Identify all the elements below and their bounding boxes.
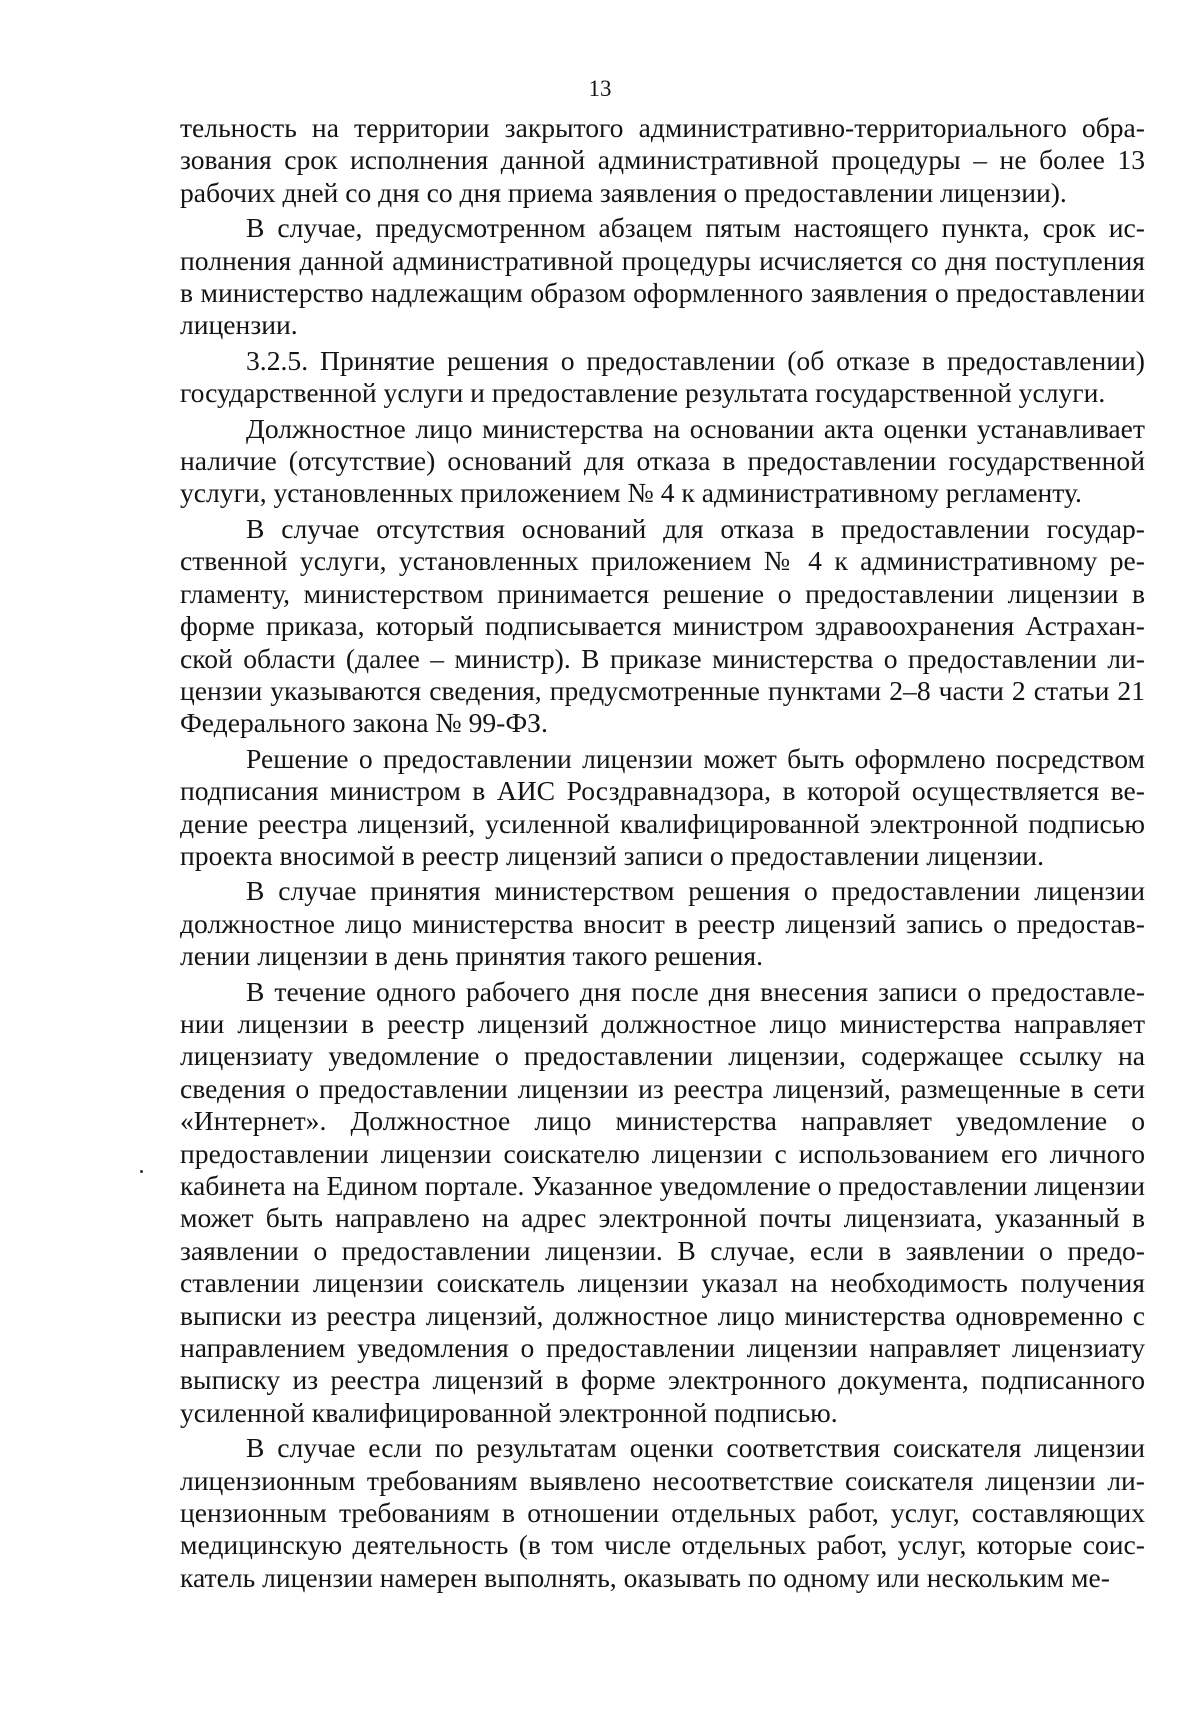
paragraph: Решение о предоставлении лицензии может быть оформлено посредством подписания министром в АИС Росздравнадзора, в которой осуществляется ведение реестра лицензий, усиленной квалифицированной электронной подписью проекта вносимой в реестр лицензий записи о предоставлении лицензии. <box>180 742 1145 871</box>
document-body <box>180 112 1145 1597</box>
paragraph: В случае если по результатам оценки соответствия соискателя лицензии лицензионным требованиям выявлено несоответствие соискателя лицензии лицензионным требованиям в отношении отдельных работ, услуг, составляющих медицинскую деятельность (в том числе отдельных работ, услуг, которые соискатель лицензии намерен выполнять, оказывать по одному или нескольким ме- <box>180 1432 1145 1593</box>
page-number: 13 <box>588 76 612 101</box>
section-heading-3-2-5: 3.2.5. Принятие решения о предоставлении (об отказе в предоставлении) государственной услуги и предоставление результата государственной услуги. <box>180 344 1145 409</box>
paragraph: В течение одного рабочего дня после дня внесения записи о предоставлении лицензии в реестр лицензий должностное лицо министерства направляет лицензиату уведомление о предоставлении лицензии, содержащее ссылку на сведения о предоставлении лицензии из реестра лицензий, размещенные в сети «Интернет». Должностное лицо министерства направляет уведомление о предоставлении лицензии соискателю лицензии с использованием его личного кабинета на Едином портале. Указанное уведомление о предоставлении лицензии может быть направлено на адрес электронной почты лицензиата, указанный в заявлении о предоставлении лицензии. В случае, если в заявлении о предоставлении лицензии соискатель лицензии указал на необходимость получения выписки из реестра лицензий, должностное лицо министерства одновременно с направлением уведомления о предоставлении лицензии направляет лицензиату выписку из реестра лицензий в форме электронного документа, подписанного усиленной квалифицированной электронной подписью. <box>180 975 1145 1428</box>
paragraph: В случае отсутствия оснований для отказа в предоставлении государственной услуги, установленных приложением № 4 к административному регламенту, министерством принимается решение о предоставлении лицензии в форме приказа, который подписывается министром здравоохранения Астраханской области (далее – министр). В приказе министерства о предоставлении лицензии указываются сведения, предусмотренные пунктами 2–8 части 2 статьи 21 Федерального закона № 99-ФЗ. <box>180 512 1145 739</box>
paragraph: В случае принятия министерством решения о предоставлении лицензии должностное лицо министерства вносит в реестр лицензий запись о предоставлении лицензии в день принятия такого решения. <box>180 875 1145 972</box>
scan-speck <box>140 1170 143 1173</box>
paragraph-continuation: тельность на территории закрытого административно-территориального образования срок исполнения данной административной процедуры – не более 13 рабочих дней со дня со дня приема заявления о предоставлении лицензии). <box>180 112 1145 208</box>
paragraph: В случае, предусмотренном абзацем пятым настоящего пункта, срок исполнения данной административной процедуры исчисляется со дня поступления в министерство надлежащим образом оформленного заявления о предоставлении лицензии. <box>180 212 1145 341</box>
paragraph: Должностное лицо министерства на основании акта оценки устанавливает наличие (отсутствие) оснований для отказа в предоставлении государственной услуги, установленных приложением № 4 к административному регламенту. <box>180 412 1145 509</box>
